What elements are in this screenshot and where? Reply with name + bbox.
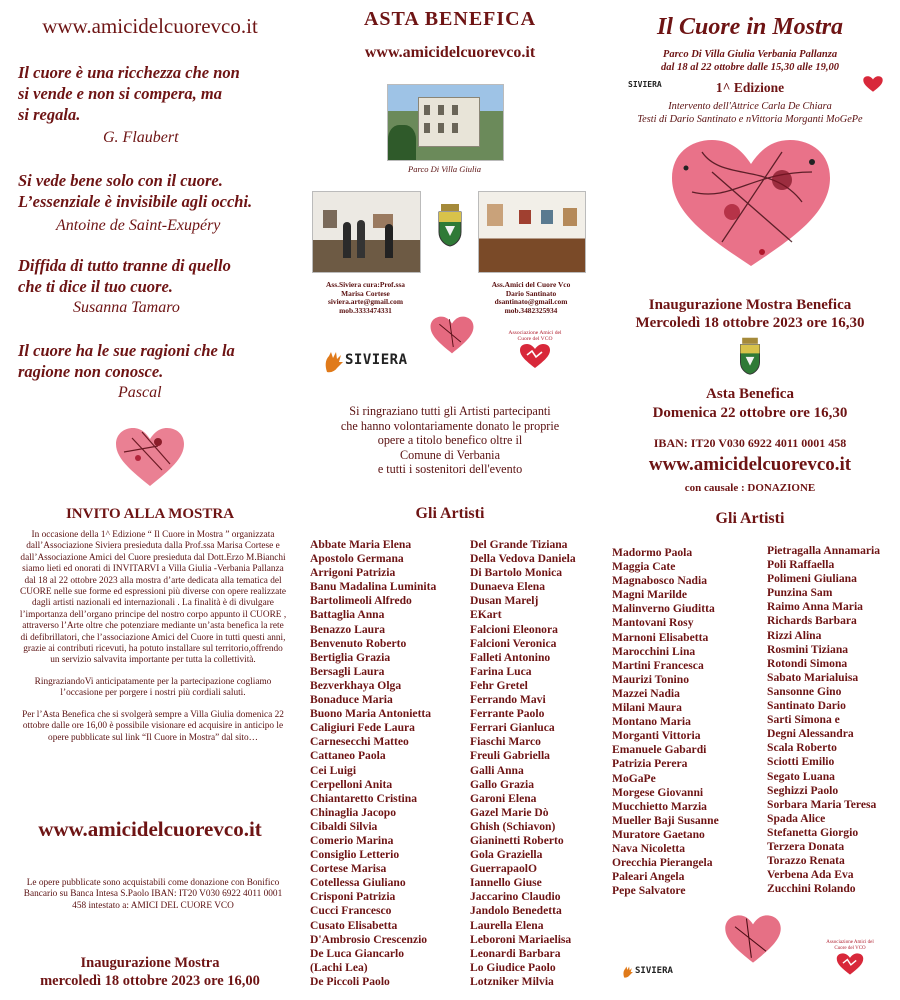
artist-name: Montano Maria	[612, 715, 691, 729]
edition-label: 1^ Edizione	[715, 80, 785, 95]
artist-name: Bezverkhaya Olga	[310, 678, 402, 692]
artist-name: Chiantaretto Cristina	[310, 791, 418, 805]
quote-line: si vende e non si compera, ma	[18, 84, 222, 103]
left-site-url[interactable]: www.amicidelcuorevco.it	[42, 14, 258, 38]
artist-name: Rotondi Simona	[767, 656, 848, 670]
artist-name: Bersagli Laura	[310, 664, 385, 678]
artist-name: Lo Giudice Paolo	[470, 960, 556, 974]
quote-line: Si vede bene solo con il cuore.	[18, 171, 223, 190]
artist-name: Leboroni Mariaelisa	[470, 932, 572, 946]
artist-name: Sarti Simona e	[767, 713, 840, 727]
artist-name: EKart	[470, 608, 502, 622]
artist-name: Degni Alessandra	[767, 727, 854, 741]
artist-name: Stefanetta Giorgio	[767, 825, 859, 839]
artist-name: Comerio Marina	[310, 833, 394, 847]
intervento-line: Testi di Dario Santinato e nVittoria Morganti MoGePe	[637, 113, 863, 125]
contact-phone[interactable]: mob.3333474331	[339, 305, 392, 315]
artist-name: Farina Luca	[470, 664, 532, 678]
artist-name: Bertiglia Grazia	[310, 650, 391, 664]
quote-4	[18, 340, 298, 402]
right-site-url[interactable]: www.amicidelcuorevco.it	[648, 454, 852, 475]
amici-bottom-logo-text: Associazione Amici del Cuore del VCO	[826, 940, 874, 951]
invite-paragraph: Per l’Asta Benefica che si svolgerà sempre a Villa Giulia domenica 22 ottobre dalle ore 16,00 è possibile visionare ed acquisire in anticipo le opere pubblicate sul link “Il Cuore in Mostra” dal sito…	[22, 709, 284, 743]
gallery-photo-left	[312, 191, 421, 273]
contact-line: Marisa Cortese	[341, 288, 390, 298]
artist-name: Orecchia Pierangela	[612, 856, 713, 870]
siviera-logo-text: SIVIERA	[345, 352, 408, 368]
contact-amici	[478, 281, 584, 315]
siviera-logo	[323, 348, 413, 376]
artist-name: Benvenuto Roberto	[310, 636, 407, 650]
artist-name: Rizzi Alina	[767, 628, 822, 642]
artist-name: Nava Nicoletta	[612, 841, 686, 855]
artist-name: Arrigoni Patrizia	[310, 566, 396, 580]
middle-artists-list-1	[310, 538, 436, 989]
quote-line: Il cuore è una ricchezza che non	[18, 63, 240, 82]
artist-name: Poli Raffaella	[767, 558, 835, 572]
amici-heart-icon	[518, 343, 552, 369]
right-artists-list-2	[767, 544, 880, 896]
artist-name: Madormo Paola	[612, 546, 693, 559]
right-inaug-date: Mercoledì 18 ottobre 2023 ore 16,30	[635, 315, 865, 331]
quote-author: Antoine de Saint-Exupéry	[56, 217, 221, 234]
artist-name: Mazzei Nadia	[612, 686, 680, 700]
artist-name: Milani Maura	[612, 701, 682, 715]
artist-name: Ghish (Schiavon)	[470, 819, 556, 833]
artist-name: Mueller Baji Susanne	[612, 813, 719, 827]
artist-name: Malinverno Giuditta	[612, 602, 715, 616]
artist-name: Cei Luigi	[310, 763, 357, 777]
quote-line: ragione non conosce.	[18, 362, 164, 381]
artist-name: Mucchietto Marzia	[612, 799, 707, 813]
contact-phone[interactable]: mob.3482325934	[504, 305, 558, 315]
artist-name: Santinato Dario	[767, 699, 846, 713]
quote-author: Susanna Tamaro	[73, 299, 180, 316]
intervento-text	[600, 101, 900, 126]
artist-name: Della Vedova Daniela	[470, 552, 576, 566]
contact-line: Ass.Amici del Cuore Vco	[491, 280, 571, 289]
invite-title: INVITO ALLA MOSTRA	[65, 506, 235, 522]
artist-name: Del Grande Tiziana	[470, 538, 568, 551]
quote-line: L’essenziale è invisibile agli occhi.	[18, 192, 253, 211]
right-inaug	[600, 296, 900, 332]
artist-name: Seghizzi Paolo	[767, 783, 839, 797]
siviera-small-logo: SIVIERA	[628, 80, 662, 89]
artist-name: Spada Alice	[767, 811, 826, 825]
artist-name: Richards Barbara	[767, 614, 857, 628]
artist-name: Mantovani Rosy	[612, 616, 694, 630]
artist-name: Magnabosco Nadia	[612, 574, 708, 588]
artist-name: Chinaglia Jacopo	[310, 805, 397, 819]
artist-name: Cucci Francesco	[310, 904, 392, 918]
artist-name: Leonardi Barbara	[470, 946, 561, 960]
hand-logo-icon	[323, 350, 345, 374]
artist-name: Battaglia Anna	[310, 608, 385, 622]
quote-line: Diffida di tutto tranne di quello	[18, 256, 231, 275]
artist-name: Buono Maria Antonietta	[310, 707, 432, 721]
artist-name: Garoni Elena	[470, 791, 537, 805]
siviera-bottom-logo-text: SIVIERA	[635, 966, 673, 976]
quote-author: Pascal	[118, 384, 162, 401]
artist-name: Cotellessa Giuliano	[310, 876, 406, 890]
contact-line: Ass.Siviera cura:Prof.ssa	[326, 280, 405, 289]
artist-name: Muratore Gaetano	[612, 827, 705, 841]
artist-name: Jandolo Benedetta	[470, 904, 562, 918]
artist-name: Dusan Marelj	[470, 594, 539, 608]
artist-name: Abbate Maria Elena	[310, 538, 412, 551]
left-inaug-title: Inaugurazione Mostra	[80, 955, 220, 971]
artist-name: Marocchini Lina	[612, 644, 696, 658]
artist-name: Fehr Gretel	[470, 678, 528, 692]
artist-name: Gazel Marie Dò	[470, 805, 549, 819]
artist-name: Crisponi Patrizia	[310, 890, 396, 904]
artist-name: Morgese Giovanni	[612, 785, 704, 799]
middle-site-url[interactable]: www.amicidelcuorevco.it	[364, 44, 536, 61]
invite-paragraph: In occasione della 1^ Edizione “ Il Cuore in Mostra ” organizzata dall’Associazione Siviera presieduta dalla Prof.ssa Marisa Cortese e dall’Associazione Amici del Cuore presieduta dal Dott.Erzo M.Bianchi siamo lieti ed onorati di INVITARVI a Villa Giulia -Verbania Pallanza dal 18 al 22 ottobre 2023 alla mostra d’arte dedicata alla tematica del CUORE nelle sue forme ed espressioni più diverse con opere realizzate dagli artisti nazionali ed internazionali . La finalità è di divulgare l’importanza dell’organo principe del nostro corpo appunto il CUORE , attraverso l’Arte oltre che potenziare mediante un’asta benefica la rete di defibrillatori, che l’associazione Amici del Cuore in tutti questi anni, grazie ai contributi ricevuti, ha potuto installare sul territorio,offrendo un servizio salvavita importante per tutta la collettività.	[19, 530, 287, 666]
contact-email[interactable]: dsantinato@gmail.com	[494, 297, 568, 307]
artist-name: Segato Luana	[767, 769, 835, 783]
right-asta	[600, 385, 900, 423]
villa-giulia-photo	[387, 84, 504, 161]
small-heart-icon	[428, 314, 476, 356]
artist-name: Morganti Vittoria	[612, 729, 701, 743]
artist-name: Pietragalla Annamaria	[767, 544, 881, 557]
contact-siviera	[312, 281, 419, 315]
thanks-line: che hanno volontariamente donato le proprie	[340, 418, 560, 433]
quote-line: si regala.	[18, 105, 81, 124]
artist-name: Gallo Grazia	[470, 777, 535, 791]
artist-name: Carnesecchi Matteo	[310, 735, 409, 749]
bottom-heart-icon	[722, 912, 784, 966]
artist-name: Cortese Marisa	[310, 862, 387, 876]
large-heart-artwork-icon	[662, 132, 840, 272]
artist-name: Cattaneo Paola	[310, 749, 386, 763]
artist-name: Ferrari Gianluca	[470, 721, 555, 735]
artist-name: Gianinetti Roberto	[470, 833, 564, 847]
villa-caption: Parco Di Villa Giulia	[408, 164, 481, 174]
amici-cuore-bottom-logo	[820, 940, 880, 981]
artist-name: Gola Graziella	[470, 848, 543, 862]
invite-paragraph: RingraziandoVi anticipatamente per la partecipazione cogliamo l’occasione per porgere i nostri più cordiali saluti.	[34, 676, 272, 699]
artist-name: Freuli Gabriella	[470, 749, 550, 763]
artist-name: Paleari Angela	[612, 870, 685, 884]
artist-name: Ferrante Paolo	[470, 707, 545, 721]
artist-name: Magni Marilde	[612, 588, 688, 602]
subtitle-line: Parco Di Villa Giulia Verbania Pallanza	[662, 49, 838, 60]
asta-title: ASTA BENEFICA	[363, 8, 537, 30]
artist-name: Jaccarino Claudio	[470, 890, 561, 904]
artist-name: Sansonne Gino	[767, 684, 842, 698]
contact-line: Dario Santinato	[505, 288, 557, 298]
artist-name: Sabato Marialuisa	[767, 670, 859, 684]
artist-name: Apostolo Germana	[310, 552, 404, 566]
artist-name: GuerrapaolO	[470, 862, 537, 876]
artist-name: Galli Anna	[470, 763, 524, 777]
artist-name: Caligiuri Fede Laura	[310, 721, 415, 735]
artist-name: Di Bartolo Monica	[470, 566, 563, 580]
heart-illustration-icon	[112, 424, 188, 490]
artist-name: Benazzo Laura	[310, 622, 386, 636]
quote-line: Il cuore ha le sue ragioni che la	[18, 341, 235, 360]
contact-email[interactable]: siviera.arte@gmail.com	[327, 297, 403, 307]
quote-1	[18, 62, 298, 147]
gallery-photo-right	[478, 191, 586, 273]
left-inaug-date: mercoledì 18 ottobre 2023 ore 16,00	[40, 973, 260, 989]
right-asta-title: Asta Benefica	[706, 386, 794, 402]
artist-name: Rosmini Tiziana	[767, 642, 849, 656]
artist-name: De Luca Giancarlo	[310, 946, 405, 960]
amici-bottom-heart-icon	[835, 952, 865, 976]
artist-name: (Lachi Lea)	[310, 960, 368, 974]
artist-name: Torazzo Renata	[767, 854, 845, 868]
quote-author: G. Flaubert	[103, 129, 179, 146]
artist-name: Polimeni Giuliana	[767, 572, 857, 586]
intervento-line: Intervento dell'Attrice Carla De Chiara	[668, 101, 832, 112]
thanks-line: Comune di Verbania	[400, 447, 500, 462]
artist-name: D'Ambrosio Crescenzio	[310, 932, 428, 946]
artist-name: Ferrando Mavi	[470, 693, 546, 707]
artist-name: Cerpelloni Anita	[310, 777, 393, 791]
quote-3	[18, 255, 298, 317]
artist-name: Iannello Giuse	[470, 876, 542, 890]
artist-name: Falleti Antonino	[470, 650, 551, 664]
thanks-line: opere a titolo benefico oltre il	[377, 433, 523, 448]
artist-name: Scala Roberto	[767, 741, 837, 755]
right-artists-title: Gli Artisti	[715, 510, 785, 527]
subtitle-line: dal 18 al 22 ottobre dalle 15,30 alle 19,00	[661, 61, 839, 73]
artist-name: Falcioni Eleonora	[470, 622, 558, 636]
right-causale: con causale : DONAZIONE	[684, 482, 816, 494]
exhibit-subtitle	[600, 49, 900, 74]
artist-name: Consiglio Letterio	[310, 848, 400, 862]
right-artists-list-1	[612, 546, 719, 898]
artist-name: Bartolimeoli Alfredo	[310, 594, 412, 608]
thanks-text	[300, 404, 600, 477]
artist-name: Falcioni Veronica	[470, 636, 557, 650]
quote-line: che ti dice il tuo cuore.	[18, 277, 173, 296]
artist-name: Fiaschi Marco	[470, 735, 541, 749]
artist-name: Zucchini Rolando	[767, 882, 856, 896]
siviera-bottom-logo	[622, 963, 682, 983]
artist-name: Emanuele Gabardi	[612, 743, 707, 757]
artist-name: Punzina Sam	[767, 586, 833, 600]
artist-name: Raimo Anna Maria	[767, 600, 863, 614]
middle-artists-list-2	[470, 538, 576, 989]
artist-name: Terzera Donata	[767, 839, 845, 853]
artist-name: Dunaeva Elena	[470, 580, 546, 594]
artist-name: Pepe Salvatore	[612, 884, 686, 898]
amici-cuore-logo-text: Associazione Amici del Cuore del VCO	[508, 330, 562, 343]
left-site-url-2[interactable]: www.amicidelcuorevco.it	[38, 817, 262, 841]
invite-body	[18, 530, 288, 744]
artist-name: Marnoni Elisabetta	[612, 630, 709, 644]
right-asta-date: Domenica 22 ottobre ore 16,30	[652, 405, 848, 421]
thanks-line: Si ringraziano tutti gli Artisti partecipanti	[349, 404, 551, 418]
artist-name: Cibaldi Silvia	[310, 819, 378, 833]
artist-name: Maurizi Tonino	[612, 672, 689, 686]
artist-name: Laurella Elena	[470, 918, 544, 932]
right-iban: IBAN: IT20 V030 6922 4011 0001 458	[653, 436, 847, 450]
artist-name: Bonaduce Maria	[310, 693, 393, 707]
artist-name: De Piccoli Paolo	[310, 974, 390, 988]
artist-name: Maggia Cate	[612, 560, 676, 574]
amici-cuore-logo	[505, 330, 565, 380]
artist-name: Martini Francesca	[612, 658, 704, 672]
artist-name: MoGaPe	[612, 771, 656, 785]
right-inaug-title: Inaugurazione Mostra Benefica	[648, 297, 852, 313]
donation-info: Le opere pubblicate sono acquistabili come donazione con Bonifico Bancario su Banca Intesa S.Paolo IBAN: IT20 V030 6922 4011 0001 458 intestato a: AMICI DEL CUORE VCO	[23, 878, 283, 911]
artist-name: Sorbara Maria Teresa	[767, 797, 877, 811]
artist-name: Verbena Ada Eva	[767, 868, 854, 882]
quote-2	[18, 170, 298, 235]
artist-name: Lotzniker Milvia	[470, 974, 554, 988]
exhibit-title: Il Cuore in Mostra	[656, 14, 844, 40]
artist-name: Cusato Elisabetta	[310, 918, 398, 932]
artist-name: Patrizia Perera	[612, 757, 688, 771]
verbania-coat-of-arms-small-icon	[738, 336, 762, 376]
thanks-line: e tutti i sostenitori dell'evento	[377, 462, 523, 477]
artist-name: Banu Madalina Luminita	[310, 580, 437, 594]
verbania-coat-of-arms-icon	[437, 202, 463, 248]
artist-name: Sciotti Emilio	[767, 755, 835, 769]
hand-logo-small-icon	[622, 965, 634, 979]
middle-artists-title: Gli Artisti	[415, 505, 485, 522]
